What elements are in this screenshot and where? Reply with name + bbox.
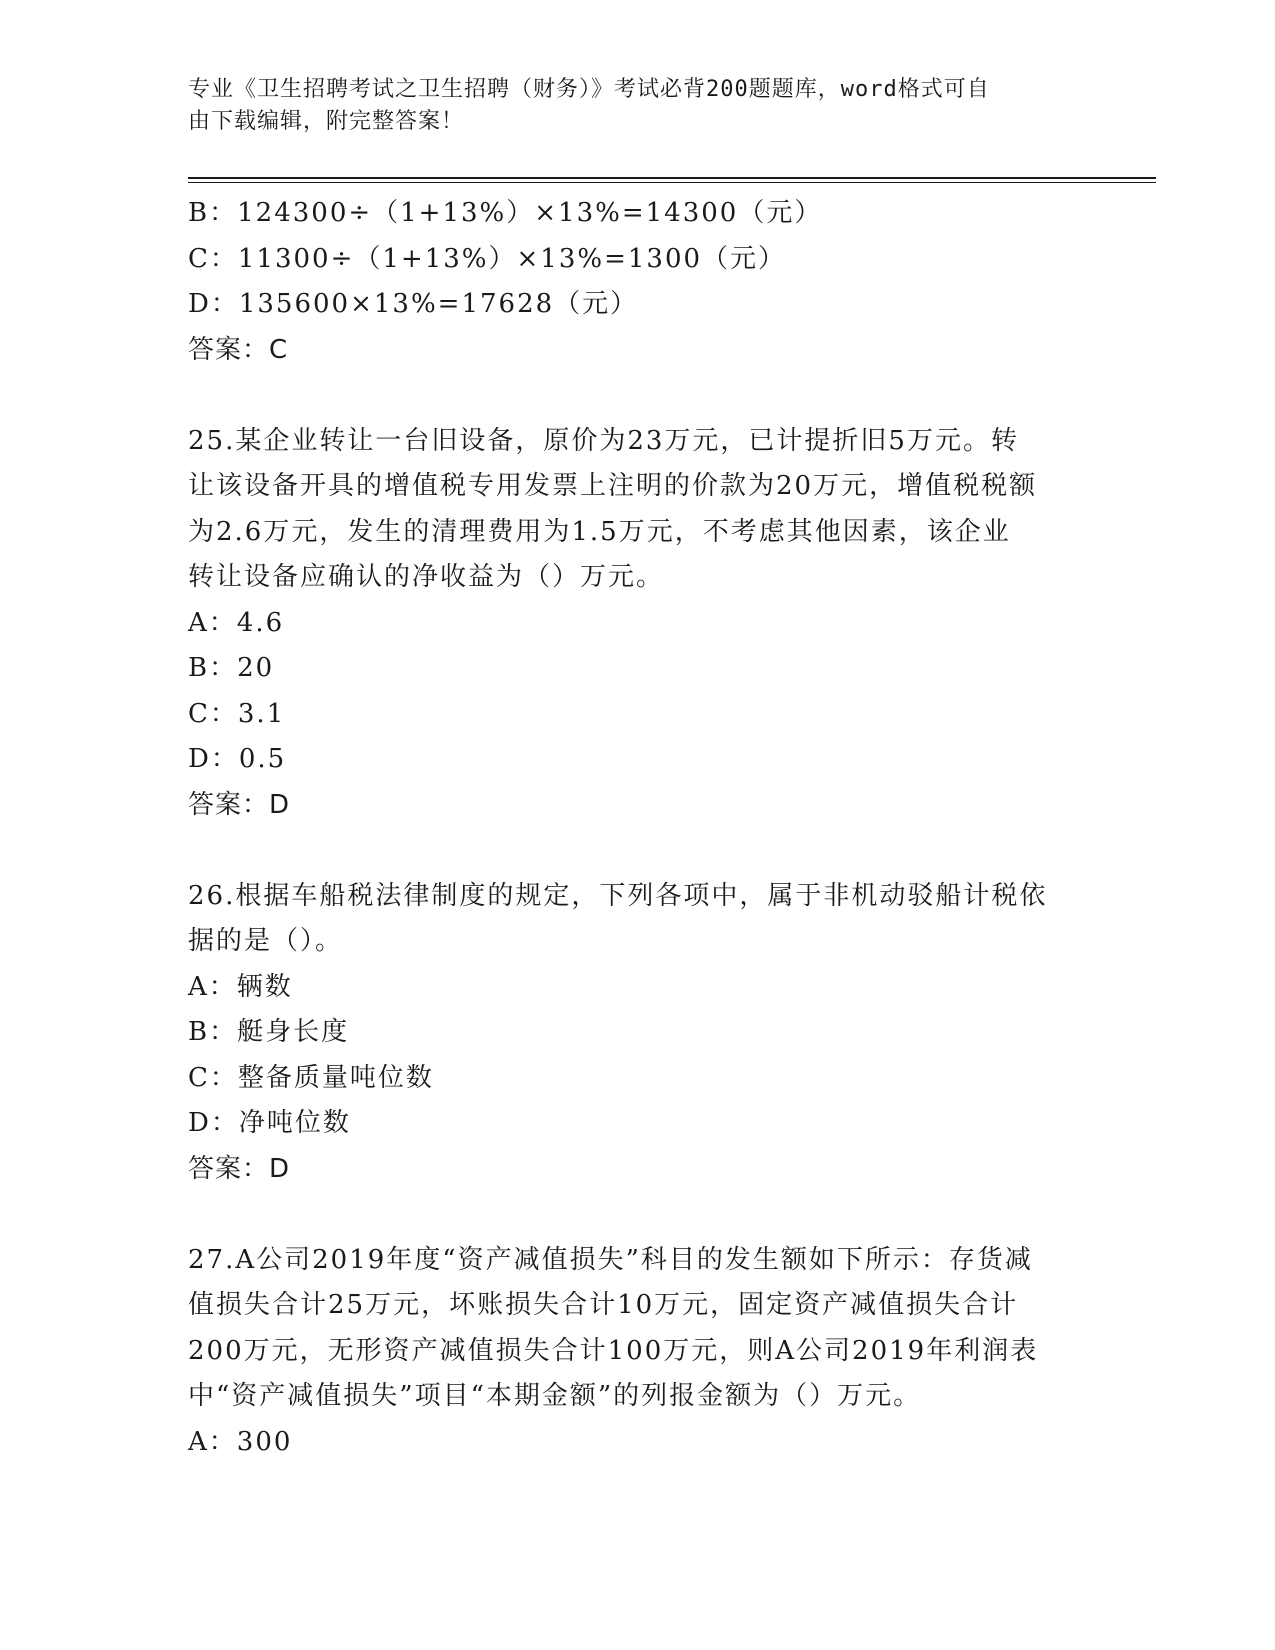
- question-text-line: 27.A公司2019年度“资产减值损失”科目的发生额如下所示：存货减: [188, 1244, 1033, 1275]
- option-d: D：135600×13%=17628（元）: [188, 289, 639, 319]
- option-c: C：3.1: [188, 698, 286, 729]
- spacer: [188, 828, 1088, 874]
- answer-line: 答案：D: [188, 789, 291, 820]
- question-text-line: 200万元，无形资产减值损失合计100万元，则A公司2019年利润表: [188, 1335, 1039, 1366]
- option-b: B：124300÷（1+13%）×13%=14300（元）: [188, 198, 823, 228]
- header-rule-thin: [188, 182, 1156, 183]
- option-c: C：整备质量吨位数: [188, 1062, 434, 1093]
- question-24-continued: [188, 191, 1088, 373]
- option-a: A：300: [188, 1426, 293, 1457]
- document-header: [188, 74, 1068, 138]
- header-line-2: 由下载编辑，附完整答案！: [188, 109, 465, 134]
- question-text-line: 值损失合计25万元，坏账损失合计10万元，固定资产减值损失合计: [188, 1290, 1019, 1320]
- answer-line: 答案：C: [188, 334, 289, 365]
- option-c: C：11300÷（1+13%）×13%=1300（元）: [188, 243, 787, 274]
- option-d: D：净吨位数: [188, 1108, 351, 1138]
- option-b: B：艇身长度: [188, 1017, 350, 1047]
- question-text-line: 中“资产减值损失”项目“本期金额”的列报金额为（）万元。: [188, 1381, 922, 1411]
- question-text-line: 据的是（）。: [188, 926, 344, 956]
- answer-line: 答案：D: [188, 1153, 291, 1184]
- option-a: A：辆数: [188, 971, 293, 1002]
- document-body: [188, 191, 1088, 1465]
- header-line-1: 专业《卫生招聘考试之卫生招聘（财务）》考试必背200题题库，word格式可自: [188, 77, 990, 102]
- question-text-line: 26.根据车船税法律制度的规定，下列各项中，属于非机动驳船计税依: [188, 880, 1048, 911]
- header-rule-thick: [188, 177, 1156, 179]
- question-25: [188, 419, 1088, 829]
- question-26: [188, 874, 1088, 1193]
- spacer: [188, 373, 1088, 419]
- question-text-line: 25.某企业转让一台旧设备，原价为23万元，已计提折旧5万元。转: [188, 425, 1019, 456]
- question-text-line: 转让设备应确认的净收益为（）万元。: [188, 562, 665, 592]
- question-text-line: 让该设备开具的增值税专用发票上注明的价款为20万元，增值税税额: [188, 471, 1038, 501]
- question-27: [188, 1238, 1088, 1466]
- spacer: [188, 1192, 1088, 1238]
- option-b: B：20: [188, 653, 275, 683]
- option-d: D：0.5: [188, 744, 287, 774]
- option-a: A：4.6: [188, 607, 285, 638]
- question-text-line: 为2.6万元，发生的清理费用为1.5万元，不考虑其他因素，该企业: [188, 516, 1011, 547]
